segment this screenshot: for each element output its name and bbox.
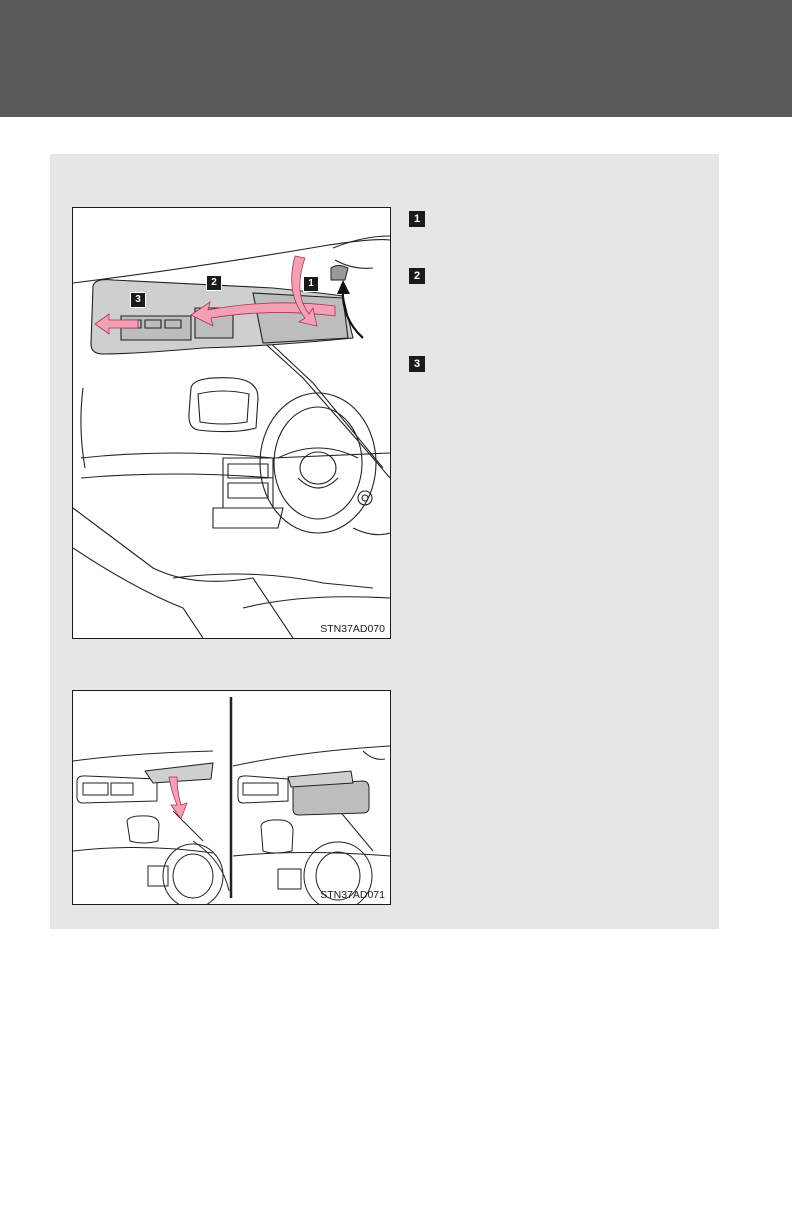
callout-3: 3: [130, 292, 146, 308]
figure-code: STN37AD071: [320, 889, 385, 901]
figure-sun-visor-extender: [72, 690, 391, 905]
sun-visor-side-illustration: [73, 208, 390, 638]
figure-sun-visor-side: [72, 207, 391, 639]
callout-2: 2: [206, 275, 222, 291]
sun-visor-extender-illustration: [73, 691, 390, 904]
header-bar: [0, 0, 792, 117]
figure-code: STN37AD070: [320, 623, 385, 635]
step-badge-3: 3: [409, 356, 425, 372]
step-badge-2: 2: [409, 268, 425, 284]
callout-1: 1: [303, 276, 319, 292]
step-badge-1: 1: [409, 211, 425, 227]
